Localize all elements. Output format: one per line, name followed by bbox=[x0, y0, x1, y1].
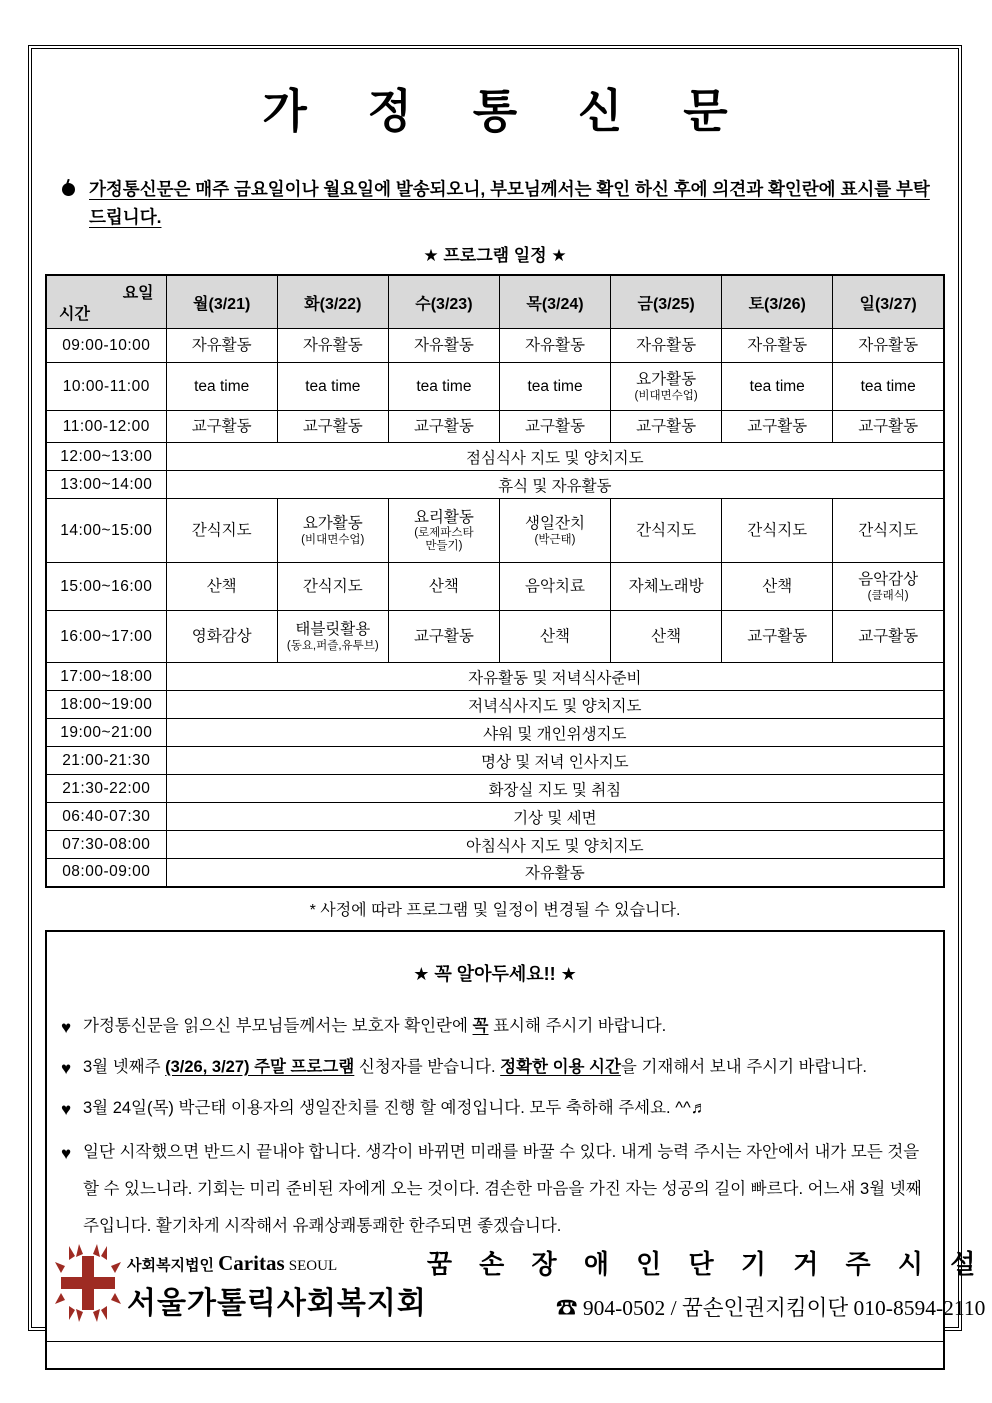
table-row bbox=[46, 859, 944, 887]
schedule-cell bbox=[611, 411, 722, 443]
table-header-row bbox=[46, 275, 944, 329]
activity-label: 산책 bbox=[762, 577, 793, 595]
activity-label: tea time bbox=[749, 377, 805, 395]
activity-label: 영화감상 bbox=[191, 627, 252, 645]
activity-label: 간식지도 bbox=[191, 521, 252, 539]
signature-strip bbox=[47, 1341, 943, 1368]
time-cell: 21:00-21:30 bbox=[46, 747, 166, 775]
schedule-cell bbox=[277, 411, 388, 443]
activity-sub-label: (로제파스타 bbox=[414, 526, 474, 539]
activity-label: 음악치료 bbox=[525, 577, 585, 595]
org-brand-suffix: SEOUL bbox=[288, 1257, 338, 1274]
schedule-cell bbox=[611, 611, 722, 663]
page-frame bbox=[28, 45, 986, 1331]
activity-label: 산책 bbox=[651, 627, 682, 645]
activity-label: tea time bbox=[305, 377, 361, 395]
activity-label: tea time bbox=[527, 377, 583, 395]
caritas-cross-icon bbox=[55, 1244, 121, 1322]
table-row bbox=[46, 663, 944, 691]
notice-item bbox=[61, 1014, 927, 1041]
schedule-span-cell: 자유활동 및 저녁식사준비 bbox=[166, 663, 944, 691]
schedule-cell bbox=[833, 611, 944, 663]
table-row bbox=[46, 803, 944, 831]
intro-text: 가정통신문은 매주 금요일이나 월요일에 발송되오니, 부모님께서는 확인 하신 후에 의견과 확인란에 표시를 부탁드립니다. bbox=[89, 179, 930, 227]
schedule-cell bbox=[722, 363, 833, 411]
activity-label: 요가활동 bbox=[302, 515, 363, 533]
notice-item bbox=[61, 1134, 927, 1245]
schedule-cell bbox=[166, 363, 277, 411]
org-text bbox=[127, 1251, 427, 1322]
corner-day-label: 요일 bbox=[122, 285, 154, 302]
table-row bbox=[46, 831, 944, 859]
activity-label: 교구활동 bbox=[636, 417, 697, 435]
table-row bbox=[46, 499, 944, 563]
schedule-cell bbox=[499, 329, 610, 363]
schedule-cell bbox=[277, 611, 388, 663]
schedule-cell bbox=[833, 329, 944, 363]
schedule-table bbox=[45, 274, 945, 888]
activity-label: 교구활동 bbox=[413, 417, 474, 435]
schedule-cell bbox=[611, 363, 722, 411]
time-cell: 19:00~21:00 bbox=[46, 719, 166, 747]
schedule-cell bbox=[388, 363, 499, 411]
table-row bbox=[46, 719, 944, 747]
activity-label: 태블릿활용 bbox=[295, 621, 371, 639]
activity-label: 자유활동 bbox=[525, 336, 585, 354]
time-cell: 06:40-07:30 bbox=[46, 803, 166, 831]
table-row bbox=[46, 443, 944, 471]
schedule-cell bbox=[277, 499, 388, 563]
time-cell: 09:00-10:00 bbox=[46, 329, 166, 363]
notice-title: ★ 꼭 알아두세요!! ★ bbox=[413, 963, 577, 984]
column-header: 화(3/22) bbox=[277, 275, 388, 329]
schedule-cell bbox=[499, 499, 610, 563]
column-header: 금(3/25) bbox=[611, 275, 722, 329]
activity-label: 교구활동 bbox=[413, 627, 474, 645]
schedule-heading: ★ 프로그램 일정 ★ bbox=[423, 246, 567, 265]
schedule-cell bbox=[166, 611, 277, 663]
schedule-span-cell: 자유활동 bbox=[166, 859, 944, 887]
activity-label: 교구활동 bbox=[747, 627, 808, 645]
schedule-cell bbox=[722, 611, 833, 663]
corner-time-label: 시간 bbox=[59, 306, 90, 323]
activity-label: 자유활동 bbox=[191, 336, 252, 354]
schedule-cell bbox=[833, 363, 944, 411]
corner-cell bbox=[46, 275, 166, 329]
heart-bullet-icon: ♥ bbox=[61, 1143, 72, 1163]
activity-label: 교구활동 bbox=[858, 417, 919, 435]
schedule-cell bbox=[388, 329, 499, 363]
org-logo bbox=[55, 1244, 427, 1322]
footer bbox=[47, 1230, 986, 1322]
notice-item bbox=[61, 1096, 927, 1123]
schedule-cell bbox=[833, 499, 944, 563]
schedule-span-cell: 명상 및 저녁 인사지도 bbox=[166, 747, 944, 775]
activity-sub-label: (박근태) bbox=[534, 533, 576, 546]
phone-line bbox=[427, 1291, 986, 1322]
schedule-cell bbox=[388, 563, 499, 611]
schedule-cell bbox=[388, 611, 499, 663]
table-row bbox=[46, 691, 944, 719]
table-row bbox=[46, 363, 944, 411]
time-cell: 11:00-12:00 bbox=[46, 411, 166, 443]
activity-sub-label: (동요,퍼즐,유투브) bbox=[286, 639, 379, 652]
activity-label: tea time bbox=[416, 377, 472, 395]
schedule-cell bbox=[166, 411, 277, 443]
activity-sub-label: (비대면수업) bbox=[301, 533, 365, 546]
activity-label: 교구활동 bbox=[302, 417, 363, 435]
activity-label: 간식지도 bbox=[302, 577, 363, 595]
activity-label: 산책 bbox=[428, 577, 459, 595]
column-header: 목(3/24) bbox=[499, 275, 610, 329]
table-row bbox=[46, 747, 944, 775]
table-row bbox=[46, 611, 944, 663]
time-cell: 17:00~18:00 bbox=[46, 663, 166, 691]
notice-item bbox=[61, 1055, 927, 1082]
schedule-cell bbox=[277, 363, 388, 411]
heart-bullet-icon: ♥ bbox=[61, 1017, 72, 1037]
schedule-cell bbox=[833, 411, 944, 443]
activity-sub-label: (클래식) bbox=[867, 589, 909, 602]
activity-sub-label: (비대면수업) bbox=[634, 389, 698, 402]
phone-numbers: 904-0502 / 꿈손인권지킴이단 010-8594-2110 bbox=[582, 1295, 986, 1320]
schedule-cell bbox=[833, 563, 944, 611]
schedule-span-cell: 점심식사 지도 및 양치지도 bbox=[166, 443, 944, 471]
schedule-cell bbox=[722, 499, 833, 563]
notice-items bbox=[61, 1014, 927, 1245]
schedule-cell bbox=[277, 329, 388, 363]
schedule-span-cell: 샤워 및 개인위생지도 bbox=[166, 719, 944, 747]
schedule-cell bbox=[611, 499, 722, 563]
schedule-body bbox=[46, 329, 944, 887]
activity-label: 요가활동 bbox=[636, 371, 697, 389]
schedule-cell bbox=[388, 499, 499, 563]
activity-label: 교구활동 bbox=[525, 417, 585, 435]
intro-note bbox=[62, 175, 940, 231]
schedule-span-cell: 기상 및 세면 bbox=[166, 803, 944, 831]
column-header: 일(3/27) bbox=[833, 275, 944, 329]
schedule-cell bbox=[722, 563, 833, 611]
schedule-cell bbox=[166, 329, 277, 363]
activity-label: tea time bbox=[860, 377, 916, 395]
activity-sub-label: 만들기) bbox=[425, 540, 463, 553]
schedule-cell bbox=[611, 329, 722, 363]
notice-item-text: 3월 넷째주 (3/26, 3/27) 주말 프로그램 신청자를 받습니다. 정확한 이용 시간을 기재해서 보내 주시기 바랍니다. bbox=[83, 1057, 867, 1076]
activity-label: 간식지도 bbox=[858, 521, 919, 539]
activity-label: 자유활동 bbox=[413, 336, 474, 354]
table-row bbox=[46, 329, 944, 363]
time-cell: 14:00~15:00 bbox=[46, 499, 166, 563]
schedule-cell bbox=[499, 363, 610, 411]
schedule-cell bbox=[166, 499, 277, 563]
activity-label: 생일잔치 bbox=[525, 515, 585, 533]
table-row bbox=[46, 775, 944, 803]
activity-label: 교구활동 bbox=[191, 417, 252, 435]
activity-label: 자유활동 bbox=[302, 336, 363, 354]
activity-label: 간식지도 bbox=[636, 521, 697, 539]
schedule-cell bbox=[388, 411, 499, 443]
notice-item-text: 3월 24일(목) 박근태 이용자의 생일잔치를 진행 할 예정입니다. 모두 축하해 주세요. ^^♬ bbox=[83, 1099, 708, 1118]
table-row bbox=[46, 411, 944, 443]
schedule-cell bbox=[722, 411, 833, 443]
activity-label: 음악감상 bbox=[858, 571, 919, 589]
org-small-label: 사회복지법인 bbox=[127, 1256, 214, 1274]
facility-name: 꿈 손 장 애 인 단 기 거 주 시 설 bbox=[426, 1248, 986, 1279]
time-cell: 16:00~17:00 bbox=[46, 611, 166, 663]
notice-item-text: 가정통신문을 읽으신 부모님들께서는 보호자 확인란에 꼭 표시해 주시기 바랍니다. bbox=[83, 1016, 667, 1035]
time-cell: 12:00~13:00 bbox=[46, 443, 166, 471]
schedule-cell bbox=[166, 563, 277, 611]
schedule-cell bbox=[499, 411, 610, 443]
org-brand-label: Caritas bbox=[218, 1250, 285, 1275]
schedule-span-cell: 화장실 지도 및 취침 bbox=[166, 775, 944, 803]
notice-item-text: 일단 시작했으면 반드시 끝내야 합니다. 생각이 바뀌면 미래를 바꿀 수 있다. 내게 능력 주시는 자안에서 내가 모든 것을 할 수 있느니라. 기회는 미리 준비된 자에게 오는 것이다. 겸손한 마음을 가진 자는 성공의 길이 빠르다. 어느새 3월 넷째주입니다. 활기차게 시작해서 유쾌상쾌통쾌한 한주되면 좋겠습니다. bbox=[83, 1142, 922, 1235]
column-header: 토(3/26) bbox=[722, 275, 833, 329]
heart-bullet-icon: ♥ bbox=[61, 1058, 72, 1078]
table-row bbox=[46, 563, 944, 611]
contact-block bbox=[427, 1244, 992, 1322]
activity-label: 자유활동 bbox=[858, 336, 919, 354]
activity-label: 교구활동 bbox=[747, 417, 808, 435]
schedule-span-cell: 휴식 및 자유활동 bbox=[166, 471, 944, 499]
activity-label: 자체노래방 bbox=[628, 577, 704, 595]
activity-label: 산책 bbox=[540, 627, 570, 645]
activity-label: tea time bbox=[194, 377, 250, 395]
schedule-cell bbox=[722, 329, 833, 363]
org-name: 서울가톨릭사회복지회 bbox=[127, 1286, 427, 1320]
schedule-cell bbox=[499, 611, 610, 663]
schedule-cell bbox=[611, 563, 722, 611]
heart-bullet-icon: ♥ bbox=[61, 1100, 72, 1120]
phone-icon: ☎ bbox=[556, 1295, 578, 1320]
notice-box bbox=[45, 930, 986, 1370]
activity-label: 산책 bbox=[206, 577, 237, 595]
activity-label: 교구활동 bbox=[858, 627, 919, 645]
schedule-span-cell: 아침식사 지도 및 양치지도 bbox=[166, 831, 944, 859]
time-cell: 07:30-08:00 bbox=[46, 831, 166, 859]
page-title: 가 정 통 신 문 bbox=[262, 85, 752, 137]
time-cell: 10:00-11:00 bbox=[46, 363, 166, 411]
time-cell: 21:30-22:00 bbox=[46, 775, 166, 803]
time-cell: 18:00~19:00 bbox=[46, 691, 166, 719]
schedule-cell bbox=[277, 563, 388, 611]
schedule-span-cell: 저녁식사지도 및 양치지도 bbox=[166, 691, 944, 719]
column-header: 월(3/21) bbox=[166, 275, 277, 329]
activity-label: 간식지도 bbox=[747, 521, 808, 539]
time-cell: 13:00~14:00 bbox=[46, 471, 166, 499]
table-row bbox=[46, 471, 944, 499]
schedule-footnote: * 사정에 따라 프로그램 및 일정이 변경될 수 있습니다. bbox=[309, 901, 681, 919]
activity-label: 요리활동 bbox=[413, 508, 474, 526]
schedule-cell bbox=[499, 563, 610, 611]
apple-bullet-icon bbox=[62, 183, 75, 196]
time-cell: 15:00~16:00 bbox=[46, 563, 166, 611]
activity-label: 자유활동 bbox=[636, 336, 697, 354]
time-cell: 08:00-09:00 bbox=[46, 859, 166, 887]
activity-label: 자유활동 bbox=[747, 336, 808, 354]
column-header: 수(3/23) bbox=[388, 275, 499, 329]
